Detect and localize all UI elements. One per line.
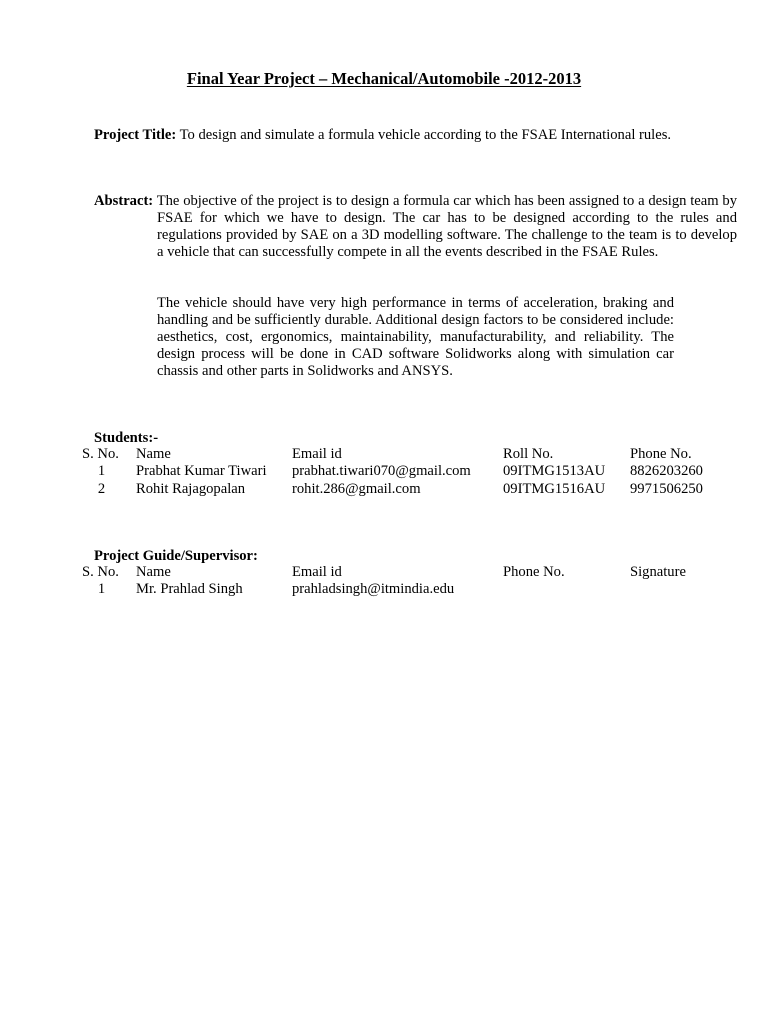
cell-email: rohit.286@gmail.com [292,481,421,497]
cell-sno: 2 [97,481,106,497]
project-title-text: To design and simulate a formula vehicle according to the FSAE International rules. [179,127,672,143]
cell-roll: 09ITMG1516AU [503,481,606,497]
abstract-text: The objective of the project is to design a formula car which has been assigned to a design team by FSAE for which we have to design. The car has to be designed according to the rules and regulations provided by SAE on a 3D modelling software. The challenge to the team is to develop a vehicle that can successfully compete in all the events described in the FSAE Rules. [156,193,737,260]
header-name: Name [136,564,171,580]
guide-label: Project Guide/Supervisor: [94,548,258,564]
cell-name: Mr. Prahlad Singh [136,581,243,597]
abstract-label: Abstract: [94,193,154,209]
students-header-row [0,446,768,464]
table-row [0,463,768,481]
header-roll: Roll No. [503,446,554,462]
cell-email: prahladsingh@itmindia.edu [292,581,455,597]
cell-sno: 1 [97,581,106,597]
cell-phone: 8826203260 [630,463,703,479]
header-sno: S. No. [82,564,119,580]
cell-phone: 9971506250 [630,481,703,497]
abstract-paragraph-2: The vehicle should have very high performance in terms of acceleration, braking and handling and be sufficiently durable. Additional design factors to be considered include: aesthetics, cost, ergonomics, maintainability, manufacturability, and reliability. The design process will be done in CAD software Solidworks along with simulation car chassis and other parts in Solidworks and ANSYS. [157,295,674,379]
guide-header-row [0,564,768,582]
cell-name: Rohit Rajagopalan [136,481,246,497]
abstract-paragraph [94,193,737,261]
header-phone: Phone No. [503,564,565,580]
students-label: Students:- [94,430,159,446]
cell-email: prabhat.tiwari070@gmail.com [292,463,471,479]
project-title-paragraph [94,127,764,144]
header-sno: S. No. [82,446,119,462]
header-email: Email id [292,564,342,580]
project-title-label: Project Title: [94,127,177,143]
header-name: Name [136,446,171,462]
cell-name: Prabhat Kumar Tiwari [136,463,267,479]
header-phone: Phone No. [630,446,692,462]
cell-roll: 09ITMG1513AU [503,463,606,479]
header-email: Email id [292,446,342,462]
header-signature: Signature [630,564,686,580]
table-row [0,581,768,599]
cell-sno: 1 [97,463,106,479]
document-title: Final Year Project – Mechanical/Automobile -2012-2013 [186,69,582,88]
table-row [0,481,768,499]
